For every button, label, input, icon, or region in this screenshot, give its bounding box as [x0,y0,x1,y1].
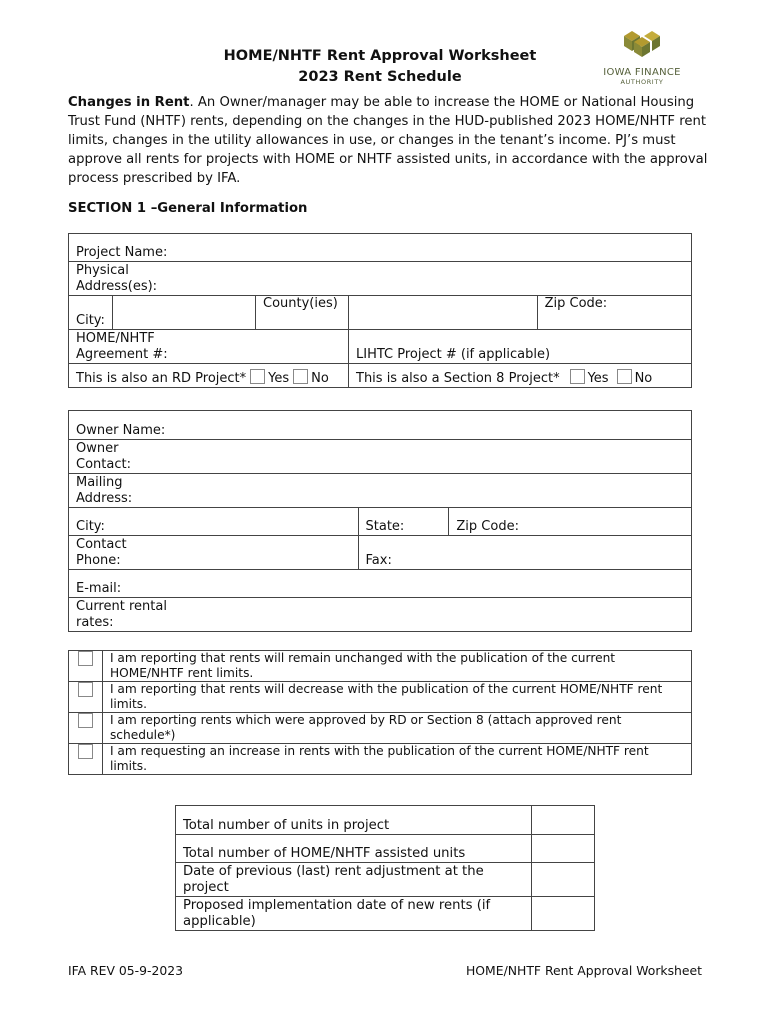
contact-phone-field[interactable]: Contact Phone: [69,536,359,570]
section8-project-row: This is also a Section 8 Project* Yes No [349,364,692,388]
reporting-checkbox-cell [69,713,103,744]
email-field[interactable]: E-mail: [69,570,692,598]
reporting-option: I am requesting an increase in rents with the publication of the current HOME/NHTF rent limits. [102,744,691,775]
section8-yes-checkbox[interactable] [570,369,585,384]
totals-label: Date of previous (last) rent adjustment at the project [176,863,532,897]
owner-info-table [68,410,692,632]
reporting-options-table [68,650,692,775]
rd-section8-checkbox[interactable] [78,713,93,728]
reporting-option: I am reporting that rents will remain unchanged with the publication of the current HOME/NHTF rent limits. [102,651,691,682]
owner-contact-field[interactable]: Owner Contact: [69,440,692,474]
lihtc-project-field[interactable]: LIHTC Project # (if applicable) [349,330,692,364]
footer-revision: IFA REV 05-9-2023 [68,963,184,978]
increase-checkbox[interactable] [78,744,93,759]
totals-label: Proposed implementation date of new rents (if applicable) [176,897,532,931]
mailing-address-field[interactable]: Mailing Address: [69,474,692,508]
previous-adjustment-date-input[interactable] [532,863,595,897]
logo-text: IOWA FINANCE [603,67,681,78]
intro-text: . An Owner/manager may be able to increase the HOME or National Housing Trust Fund (NHTF) rents, depending on the changes in the HUD-published 2023 HOME/NHTF rent limits, changes in the utility allowances in use, or changes in the tenant’s income. PJ’s must approve all rents for projects with HOME or NHTF assisted units, in accordance with the approval process prescribed by IFA. [68,95,708,186]
owner-state-field[interactable]: State: [358,508,449,536]
intro-paragraph [68,93,708,188]
rd-project-row: This is also an RD Project* Yes No [69,364,349,388]
zip-code-field[interactable]: Zip Code: [537,296,691,330]
county-label: County(ies) [256,296,349,330]
footer-title: HOME/NHTF Rent Approval Worksheet [465,963,702,978]
rd-yes-checkbox[interactable] [250,369,265,384]
project-info-table [68,233,692,388]
reporting-checkbox-cell [69,651,103,682]
agreement-number-field[interactable]: HOME/NHTF Agreement #: [69,330,349,364]
assisted-units-input[interactable] [532,835,595,863]
decrease-checkbox[interactable] [78,682,93,697]
totals-label: Total number of units in project [176,806,532,835]
document-subtitle: 2023 Rent Schedule [298,69,462,85]
logo-cubes-icon [598,28,686,64]
fax-field[interactable]: Fax: [358,536,692,570]
reporting-checkbox-cell [69,682,103,713]
county-input[interactable] [349,296,538,330]
rd-no-checkbox[interactable] [293,369,308,384]
unchanged-checkbox[interactable] [78,651,93,666]
owner-zip-field[interactable]: Zip Code: [449,508,692,536]
section-heading: SECTION 1 –General Information [68,201,308,216]
reporting-checkbox-cell [69,744,103,775]
owner-name-field[interactable]: Owner Name: [69,411,692,440]
iowa-finance-authority-logo [598,28,686,88]
project-name-field[interactable]: Project Name: [69,234,692,262]
totals-table [175,805,595,931]
physical-address-field[interactable]: Physical Address(es): [69,262,692,296]
intro-bold: Changes in Rent [68,95,190,110]
document-title: HOME/NHTF Rent Approval Worksheet [223,48,537,64]
city-input[interactable] [112,296,255,330]
current-rental-rates-field[interactable]: Current rental rates: [69,598,692,632]
section8-no-checkbox[interactable] [617,369,632,384]
owner-city-field[interactable]: City: [69,508,359,536]
reporting-option: I am reporting rents which were approved by RD or Section 8 (attach approved rent schedule*) [102,713,691,744]
totals-label: Total number of HOME/NHTF assisted units [176,835,532,863]
city-label: City: [69,296,113,330]
implementation-date-input[interactable] [532,897,595,931]
total-units-input[interactable] [532,806,595,835]
reporting-option: I am reporting that rents will decrease with the publication of the current HOME/NHTF rent limits. [102,682,691,713]
logo-subtext: AUTHORITY [620,78,664,86]
